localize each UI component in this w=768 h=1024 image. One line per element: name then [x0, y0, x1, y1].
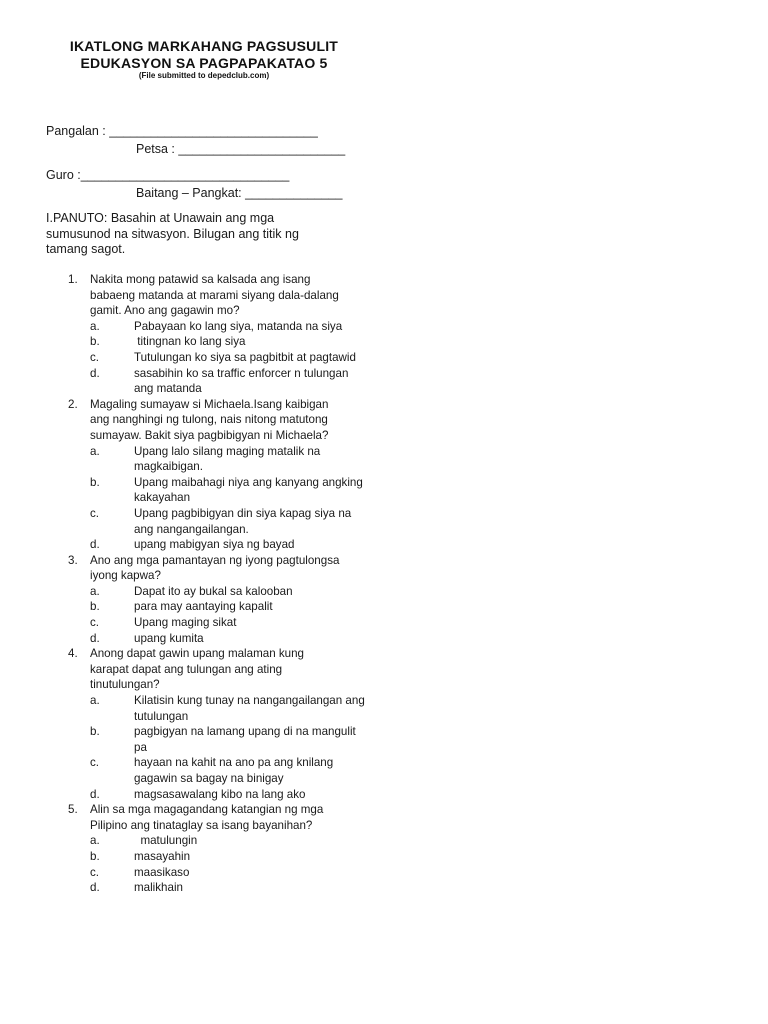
option-text: pa: [134, 740, 147, 754]
option-letter: c.: [90, 506, 100, 520]
option-letter: b.: [90, 725, 100, 739]
answer-options: [90, 584, 376, 646]
question-number: 4.: [68, 647, 78, 661]
option-text: Upang maging sikat: [134, 616, 237, 630]
instruction-line: tamang sagot.: [46, 242, 126, 256]
question-number: 1.: [68, 273, 78, 286]
option-text: kakayahan: [134, 491, 191, 505]
option-text: ang matanda: [134, 382, 202, 396]
option-text: maasikaso: [134, 865, 190, 879]
answer-option[interactable]: [90, 724, 376, 755]
option-text: masayahin: [134, 849, 191, 863]
option-text: sasabihin ko sa traffic enforcer n tulungan: [134, 366, 349, 380]
option-text: magkaibigan.: [134, 460, 203, 474]
option-letter: d.: [90, 881, 100, 895]
option-letter: d.: [90, 631, 100, 645]
answer-options: [90, 833, 376, 895]
source-note: (File submitted to depedclub.com): [138, 71, 270, 80]
option-text: Upang maibahagi niya ang kanyang angking: [134, 475, 363, 489]
answer-option[interactable]: [90, 755, 376, 786]
option-text: titingnan ko lang siya: [134, 335, 246, 349]
option-text: hayaan na kahit na ano pa ang knilang: [134, 756, 334, 770]
question-item: [46, 646, 376, 802]
answer-option[interactable]: [90, 833, 376, 849]
question-text: sumayaw. Bakit siya pagbibigyan ni Michaela?: [90, 428, 329, 442]
answer-options: [90, 444, 376, 553]
question-text: karapat dapat ang tulungan ang ating: [90, 662, 283, 676]
question-text: tinutulungan?: [90, 678, 160, 692]
option-text: upang kumita: [134, 631, 204, 645]
instructions: [46, 211, 346, 258]
option-text: pagbigyan na lamang upang di na mangulit: [134, 725, 356, 739]
option-text: Kilatisin kung tunay na nangangailangan ang: [134, 694, 365, 708]
option-text: malikhain: [134, 881, 183, 895]
option-letter: a.: [90, 319, 100, 333]
question-number: 3.: [68, 553, 78, 567]
option-letter: b.: [90, 849, 100, 863]
question-item: [46, 397, 376, 553]
question-number: 5.: [68, 803, 78, 817]
question-text: Anong dapat gawin upang malaman kung: [90, 647, 304, 661]
question-text: Ano ang mga pamantayan ng iyong pagtulongsa: [90, 553, 340, 567]
exam-title: IKATLONG MARKAHANG PAGSUSULIT: [69, 38, 339, 54]
option-text: ang nangangailangan.: [134, 522, 249, 536]
answer-option[interactable]: [90, 615, 376, 631]
option-text: magsasawalang kibo na lang ako: [134, 787, 306, 801]
option-text: matulungin: [134, 834, 198, 848]
question-number: 2.: [68, 397, 78, 411]
option-text: gagawin sa bagay na binigay: [134, 772, 284, 785]
option-letter: b.: [90, 600, 100, 614]
answer-option[interactable]: [90, 693, 376, 724]
question-item: [46, 553, 376, 647]
date-field: Petsa : ________________________: [136, 142, 346, 156]
option-letter: d.: [90, 787, 100, 801]
answer-option[interactable]: [90, 631, 376, 647]
option-text: upang mabigyan siya ng bayad: [134, 538, 295, 552]
answer-option[interactable]: [90, 475, 376, 506]
answer-option[interactable]: [90, 366, 376, 397]
answer-option[interactable]: [90, 537, 376, 553]
question-text: ang nanghingi ng tulong, nais nitong matutong: [90, 413, 328, 427]
name-field: Pangalan : ______________________________: [46, 124, 318, 138]
answer-option[interactable]: [90, 506, 376, 537]
answer-options: [90, 693, 376, 802]
option-text: Upang lalo silang maging matalik na: [134, 444, 321, 458]
question-text: Nakita mong patawid sa kalsada ang isang: [90, 273, 311, 286]
answer-option[interactable]: [90, 599, 376, 615]
answer-option[interactable]: [90, 787, 376, 803]
option-letter: c.: [90, 616, 100, 630]
instruction-line: I.PANUTO: Basahin at Unawain ang mga: [46, 211, 275, 225]
answer-option[interactable]: [90, 350, 376, 366]
option-text: Tutulungan ko siya sa pagbitbit at pagtawid: [134, 350, 356, 364]
answer-option[interactable]: [90, 334, 376, 350]
option-text: Pabayaan ko lang siya, matanda na siya: [134, 319, 343, 333]
answer-option[interactable]: [90, 584, 376, 600]
option-letter: c.: [90, 350, 100, 364]
question-item: [46, 272, 376, 397]
option-text: Upang pagbibigyan din siya kapag siya na: [134, 506, 352, 520]
answer-option[interactable]: [90, 849, 376, 865]
option-text: tutulungan: [134, 709, 189, 723]
question-text: iyong kapwa?: [90, 569, 161, 583]
question-list: [46, 272, 376, 896]
option-letter: a.: [90, 834, 100, 848]
instruction-line: sumusunod na sitwasyon. Bilugan ang titik ng: [46, 226, 299, 241]
question-text: gamit. Ano ang gagawin mo?: [90, 304, 240, 318]
question-text: Pilipino ang tinataglay sa isang bayanihan?: [90, 818, 313, 832]
option-letter: d.: [90, 366, 100, 380]
answer-option[interactable]: [90, 444, 376, 475]
option-text: Dapat ito ay bukal sa kalooban: [134, 584, 293, 598]
question-item: [46, 802, 376, 896]
option-letter: b.: [90, 475, 100, 489]
answer-option[interactable]: [90, 880, 376, 896]
question-text: babaeng matanda at marami siyang dala-dalang: [90, 288, 339, 302]
subject-title: EDUKASYON SA PAGPAPAKATAO 5: [80, 55, 328, 71]
option-letter: b.: [90, 335, 100, 349]
option-letter: a.: [90, 694, 100, 708]
option-letter: c.: [90, 865, 100, 879]
teacher-field: Guro :______________________________: [46, 168, 290, 182]
answer-options: [90, 319, 376, 397]
answer-option[interactable]: [90, 319, 376, 335]
question-text: Alin sa mga magagandang katangian ng mga: [90, 803, 324, 817]
answer-option[interactable]: [90, 865, 376, 881]
option-text: para may aantaying kapalit: [134, 600, 273, 614]
option-letter: d.: [90, 538, 100, 552]
option-letter: c.: [90, 756, 100, 770]
option-letter: a.: [90, 584, 100, 598]
grade-section-field: Baitang – Pangkat: ______________: [136, 186, 343, 200]
question-text: Magaling sumayaw si Michaela.Isang kaibigan: [90, 397, 329, 411]
option-letter: a.: [90, 444, 100, 458]
